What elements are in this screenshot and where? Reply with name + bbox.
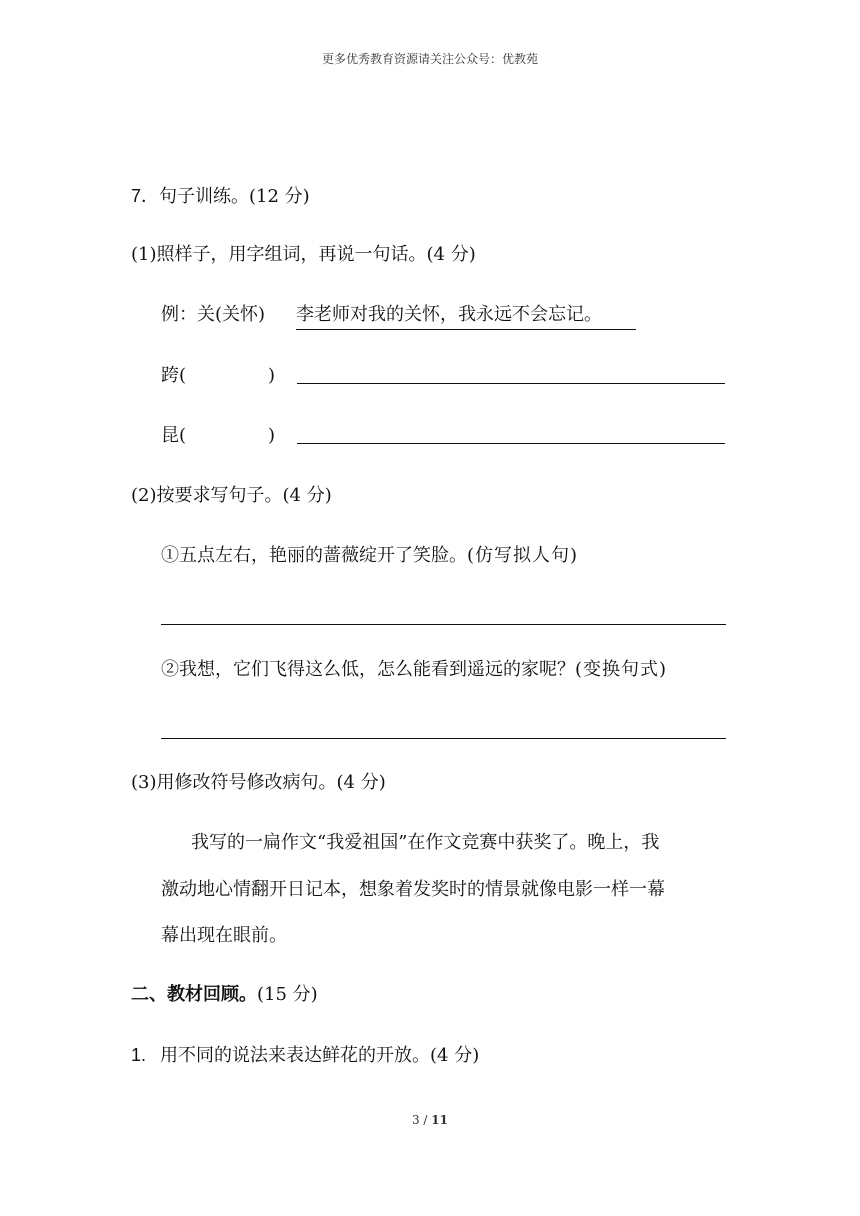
item-kua-char: 跨( (161, 365, 187, 386)
faulty-paragraph-line-1: 我写的一扁作文“我爱祖国”在作文竞赛中获奖了。晚上，我 (191, 832, 660, 853)
section-2-title: 二、教材回顾。 (131, 984, 257, 1005)
question-1-title: 用不同的说法来表达鲜花的开放。(4 分) (160, 1045, 480, 1066)
section-2-score: (15 分) (257, 984, 318, 1005)
page-total: 11 (431, 1113, 448, 1127)
part-2-item-1-text: ①五点左右，艳丽的蔷薇绽开了笑脸。 (161, 545, 467, 566)
question-1-heading (131, 1043, 479, 1068)
page-number: 3 / (411, 1113, 432, 1127)
page-footer (0, 1113, 860, 1127)
question-1-number: 1. (131, 1045, 147, 1065)
item-kua-close-paren: ) (268, 365, 276, 386)
part-3-title: (3)用修改符号修改病句。(4 分) (131, 772, 386, 793)
faulty-paragraph-line-3: 幕出现在眼前。 (161, 925, 287, 946)
part-2-item-2-answer-line[interactable] (161, 738, 726, 739)
faulty-paragraph-line-2: 激动地心情翻开日记本，想象着发奖时的情景就像电影一样一幕 (161, 879, 665, 900)
part-2-item-2-hint: (变换句式) (575, 659, 668, 680)
question-7-heading (131, 184, 310, 209)
example-sentence: 李老师对我的关怀，我永远不会忘记。 (296, 303, 636, 330)
part-2-item-1 (161, 544, 578, 568)
item-kua-answer-line[interactable] (297, 383, 725, 384)
item-kun-char: 昆( (161, 425, 187, 446)
item-kun-close-paren: ) (268, 425, 276, 446)
part-2-title: (2)按要求写句子。(4 分) (131, 485, 332, 506)
question-7-title: 句子训练。(12 分) (159, 186, 310, 207)
question-7-number: 7． (131, 186, 160, 206)
part-2-item-1-answer-line[interactable] (161, 624, 726, 625)
part-2-item-2-text: ②我想，它们飞得这么低，怎么能看到遥远的家呢？ (161, 659, 575, 680)
part-1-title: (1)照样子，用字组词，再说一句话。(4 分) (131, 244, 476, 265)
section-2-heading (131, 983, 318, 1007)
part-2-item-2 (161, 658, 667, 682)
item-kun-answer-line[interactable] (297, 443, 725, 444)
part-2-item-1-hint: (仿写拟人句) (467, 545, 579, 566)
example-prefix: 例：关(关怀) (161, 304, 266, 325)
page-header: 更多优秀教育资源请关注公众号：优教苑 (321, 52, 538, 66)
